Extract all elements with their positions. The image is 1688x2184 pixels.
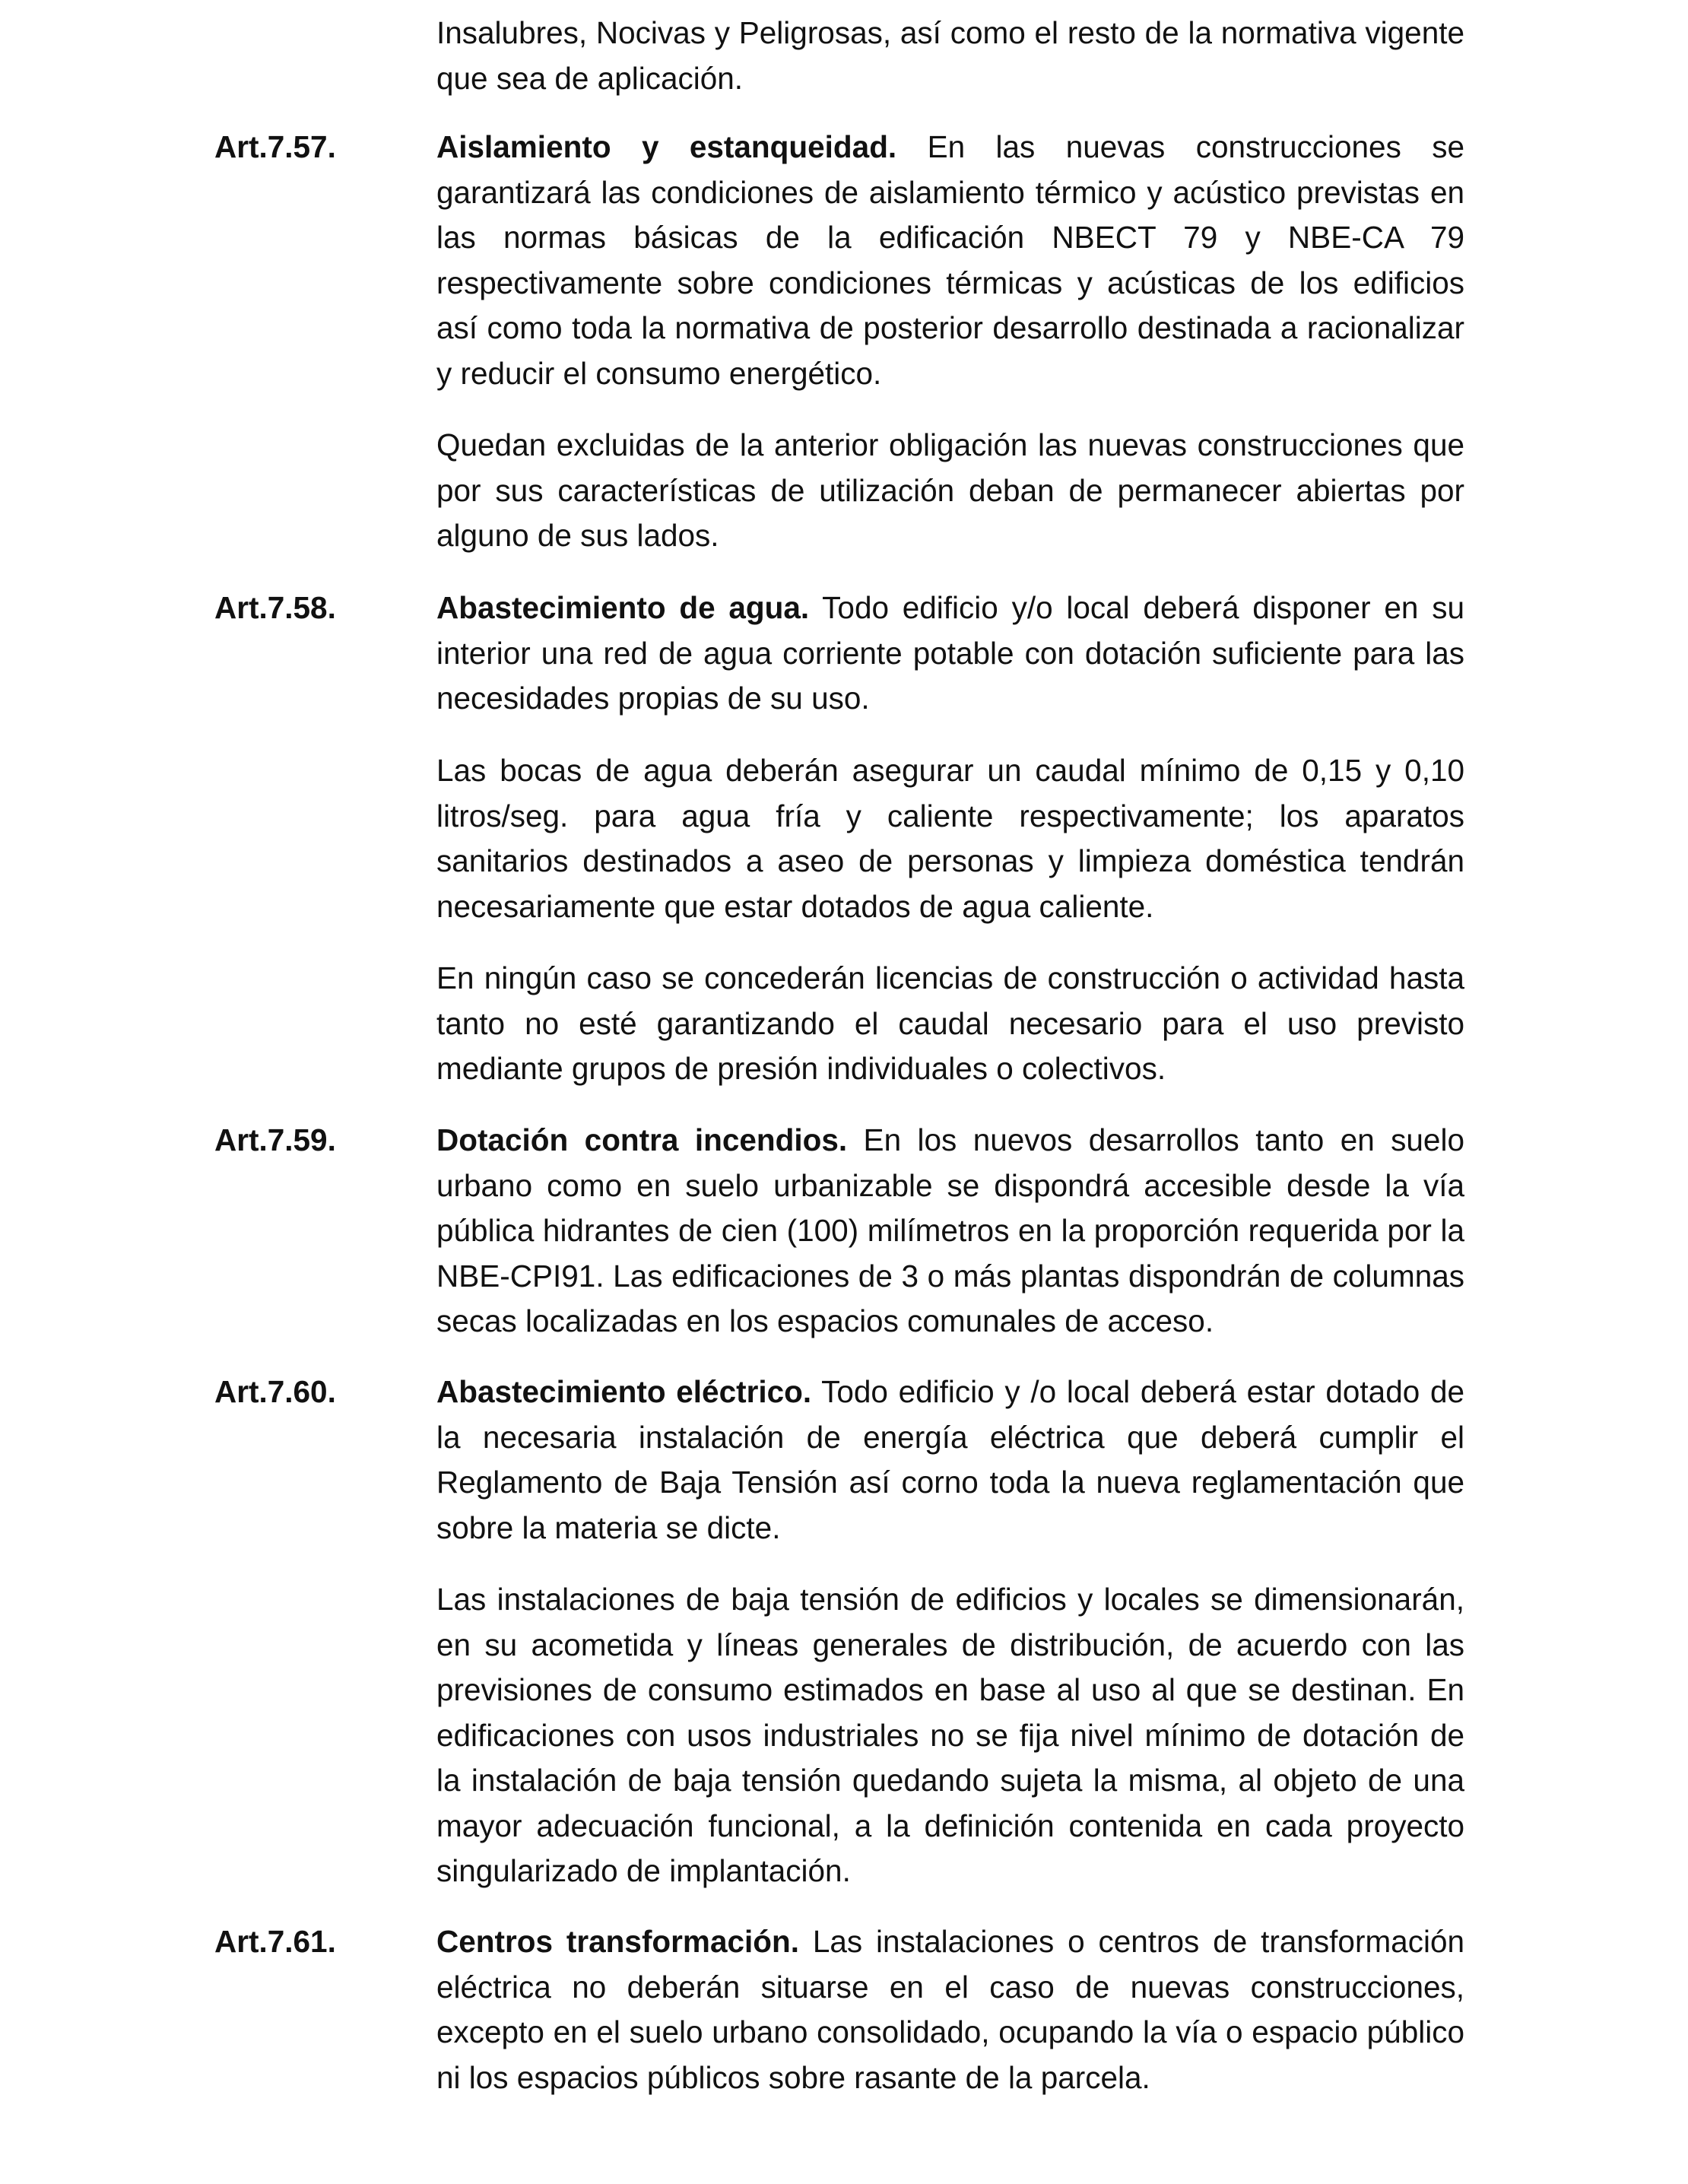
article-7-57-title: Aislamiento y estanqueidad. <box>436 129 897 164</box>
article-7-61-paragraph-1 <box>436 1919 1464 2100</box>
article-7-58-paragraph-1 <box>436 586 1464 722</box>
article-7-58-title: Abastecimiento de agua. <box>436 590 810 625</box>
article-7-59-body-1: En los nuevos desarrollos tanto en suelo urbano como en suelo urbanizable se dispondrá accesible desde la vía pública hidrantes de cien (100) milímetros en la proporción requerida por la NBE-CPI91. Las edificaciones de 3 o más plantas dispondrán de columnas secas localizadas en los espacios comunales de acceso. <box>436 1122 1464 1338</box>
article-7-57-paragraph-2: Quedan excluidas de la anterior obligación las nuevas construcciones que por sus características de utilización deban de permanecer abiertas por alguno de sus lados. <box>436 427 1464 553</box>
article-7-60-paragraph-1 <box>436 1370 1464 1551</box>
article-7-58-paragraph-3: En ningún caso se concederán licencias de construcción o actividad hasta tanto no esté garantizando el caudal necesario para el uso previsto mediante grupos de presión individuales o colectivos. <box>436 960 1464 1086</box>
article-number-7-57: Art.7.57. <box>214 129 336 164</box>
article-number-7-59: Art.7.59. <box>214 1122 336 1157</box>
article-number-7-61: Art.7.61. <box>214 1924 336 1959</box>
article-number-7-60: Art.7.60. <box>214 1374 336 1409</box>
article-7-61-title: Centros transformación. <box>436 1924 799 1959</box>
article-7-60-title: Abastecimiento eléctrico. <box>436 1374 812 1409</box>
article-7-60-body-1: Todo edificio y /o local deberá estar dotado de la necesaria instalación de energía eléctrica que deberá cumplir el Reglamento de Baja Tensión así corno toda la nueva reglamentación que sobre la materia se dicte. <box>436 1374 1464 1545</box>
article-7-58-body-1: Todo edificio y/o local deberá disponer en su interior una red de agua corriente potable con dotación suficiente para las necesidades propias de su uso. <box>436 590 1464 716</box>
article-7-61-body-1: Las instalaciones o centros de transformación eléctrica no deberán situarse en el caso de nuevas construcciones, excepto en el suelo urbano consolidado, ocupando la vía o espacio público ni los espacios públicos sobre rasante de la parcela. <box>436 1924 1464 2095</box>
article-7-59-title: Dotación contra incendios. <box>436 1122 848 1157</box>
article-7-57-paragraph-1 <box>436 125 1464 396</box>
article-7-57-body-1: En las nuevas construcciones se garantizará las condiciones de aislamiento térmico y acústico previstas en las normas básicas de la edificación NBECT 79 y NBE-CA 79 respectivamente sobre condiciones térmicas y acústicas de los edificios así como toda la normativa de posterior desarrollo destinada a racionalizar y reducir el consumo energético. <box>436 129 1464 391</box>
article-number-7-58: Art.7.58. <box>214 590 336 625</box>
article-7-58-paragraph-2: Las bocas de agua deberán asegurar un caudal mínimo de 0,15 y 0,10 litros/seg. para agua fría y caliente respectivamente; los aparatos sanitarios destinados a aseo de personas y limpieza doméstica tendrán necesariamente que estar dotados de agua caliente. <box>436 753 1464 924</box>
article-7-59-paragraph-1 <box>436 1118 1464 1344</box>
article-7-60-paragraph-2: Las instalaciones de baja tensión de edificios y locales se dimensionarán, en su acometida y líneas generales de distribución, de acuerdo con las previsiones de consumo estimados en base al uso al que se destinan. En edificaciones con usos industriales no se fija nivel mínimo de dotación de la instalación de baja tensión quedando sujeta la misma, al objeto de una mayor adecuación funcional, a la definición contenida en cada proyecto singularizado de implantación. <box>436 1582 1464 1888</box>
intro-paragraph: Insalubres, Nocivas y Peligrosas, así como el resto de la normativa vigente que sea de aplicación. <box>436 15 1464 96</box>
